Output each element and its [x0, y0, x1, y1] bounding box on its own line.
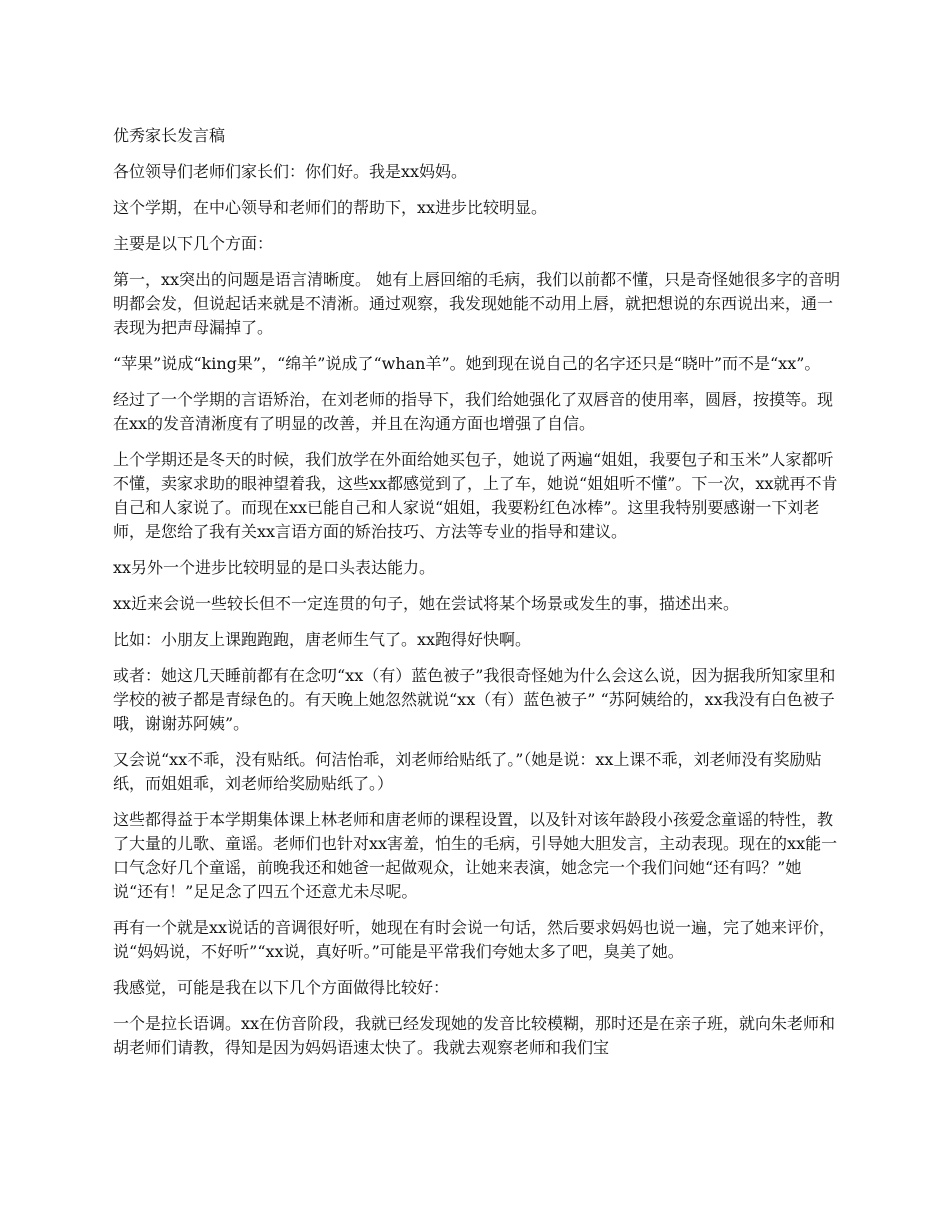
- paragraph: 各位领导们老师们家长们：你们好。我是xx妈妈。: [113, 162, 468, 181]
- paragraph: 这个学期，在中心领导和老师们的帮助下，xx进步比较明显。: [113, 198, 548, 217]
- paragraph: xx另外一个进步比较明显的是口头表达能力。: [113, 558, 436, 577]
- paragraph: 或者：她这几天睡前都有在念叨“xx（有）蓝色被子”我很奇怪她为什么会这么说，因为据我所知家里和学校的被子都是青绿色的。有天晚上她忽然就说“xx（有）蓝色被子” “苏阿姨给的，xx我没有白色被子哦，谢谢苏阿姨”。: [113, 666, 836, 733]
- paragraph: 第一，xx突出的问题是语言清晰度。 她有上唇回缩的毛病，我们以前都不懂，只是奇怪她很多字的音明明都会发，但说起话来就是不清淅。通过观察，我发现她能不动用上唇，就把想说的东西说出来，通一表现为把声母漏掉了。: [113, 270, 841, 337]
- paragraph: 我感觉，可能是我在以下几个方面做得比较好：: [113, 978, 450, 997]
- paragraph: xx近来会说一些较长但不一定连贯的句子，她在尝试将某个场景或发生的事，描述出来。: [113, 594, 740, 613]
- paragraph: 再有一个就是xx说话的音调很好听，她现在有时会说一句话，然后要求妈妈也说一遍，完了她来评价，说“妈妈说，不好听”“xx说，真好听。”可能是平常我们夸她太多了吧，臭美了她。: [113, 918, 836, 961]
- document-title: 优秀家长发言稿: [113, 126, 226, 145]
- paragraph: 主要是以下几个方面：: [113, 234, 274, 253]
- paragraph: 一个是拉长语调。xx在仿音阶段，我就已经发现她的发音比较模糊，那时还是在亲子班，就向朱老师和胡老师们请教，得知是因为妈妈语速太快了。我就去观察老师和我们宝: [113, 1014, 836, 1057]
- paragraph: 又会说“xx不乖，没有贴纸。何洁怡乖，刘老师给贴纸了。”（她是说：xx上课不乖，刘老师没有奖励贴纸，而姐姐乖，刘老师给奖励贴纸了。）: [113, 750, 822, 793]
- paragraph: 上个学期还是冬天的时候，我们放学在外面给她买包子，她说了两遍“姐姐，我要包子和玉米”人家都听不懂，卖家求助的眼神望着我，这些xx都感觉到了，上了车，她说“姐姐听不懂”。下一次，xx就再不肯自己和人家说了。而现在xx已能自己和人家说“姐姐，我要粉红色冰棒”。这里我特别要感谢一下刘老师，是您给了我有关xx言语方面的矫治技巧、方法等专业的指导和建议。: [113, 450, 838, 541]
- paragraph: “苹果”说成“king果”，“绵羊”说成了“whan羊”。她到现在说自己的名字还只是“晓叶”而不是“xx”。: [113, 354, 821, 373]
- paragraph: 这些都得益于本学期集体课上林老师和唐老师的课程设置，以及针对该年龄段小孩爱念童谣的特性，教了大量的儿歌、童谣。老师们也针对xx害羞，怕生的毛病，引导她大胆发言，主动表现。现在的xx能一口气念好几个童谣，前晚我还和她爸一起做观众，让她来表演，她念完一个我们问她“还有吗？”她说“还有！”足足念了四五个还意尤未尽呢。: [113, 810, 838, 901]
- paragraph: 经过了一个学期的言语矫治，在刘老师的指导下，我们给她强化了双唇音的使用率，圆唇，按摸等。现在xx的发音清淅度有了明显的改善，并且在沟通方面也增强了自信。: [113, 390, 834, 433]
- document-page: [113, 124, 841, 1072]
- paragraph: 比如：小朋友上课跑跑跑，唐老师生气了。xx跑得好快啊。: [113, 630, 532, 649]
